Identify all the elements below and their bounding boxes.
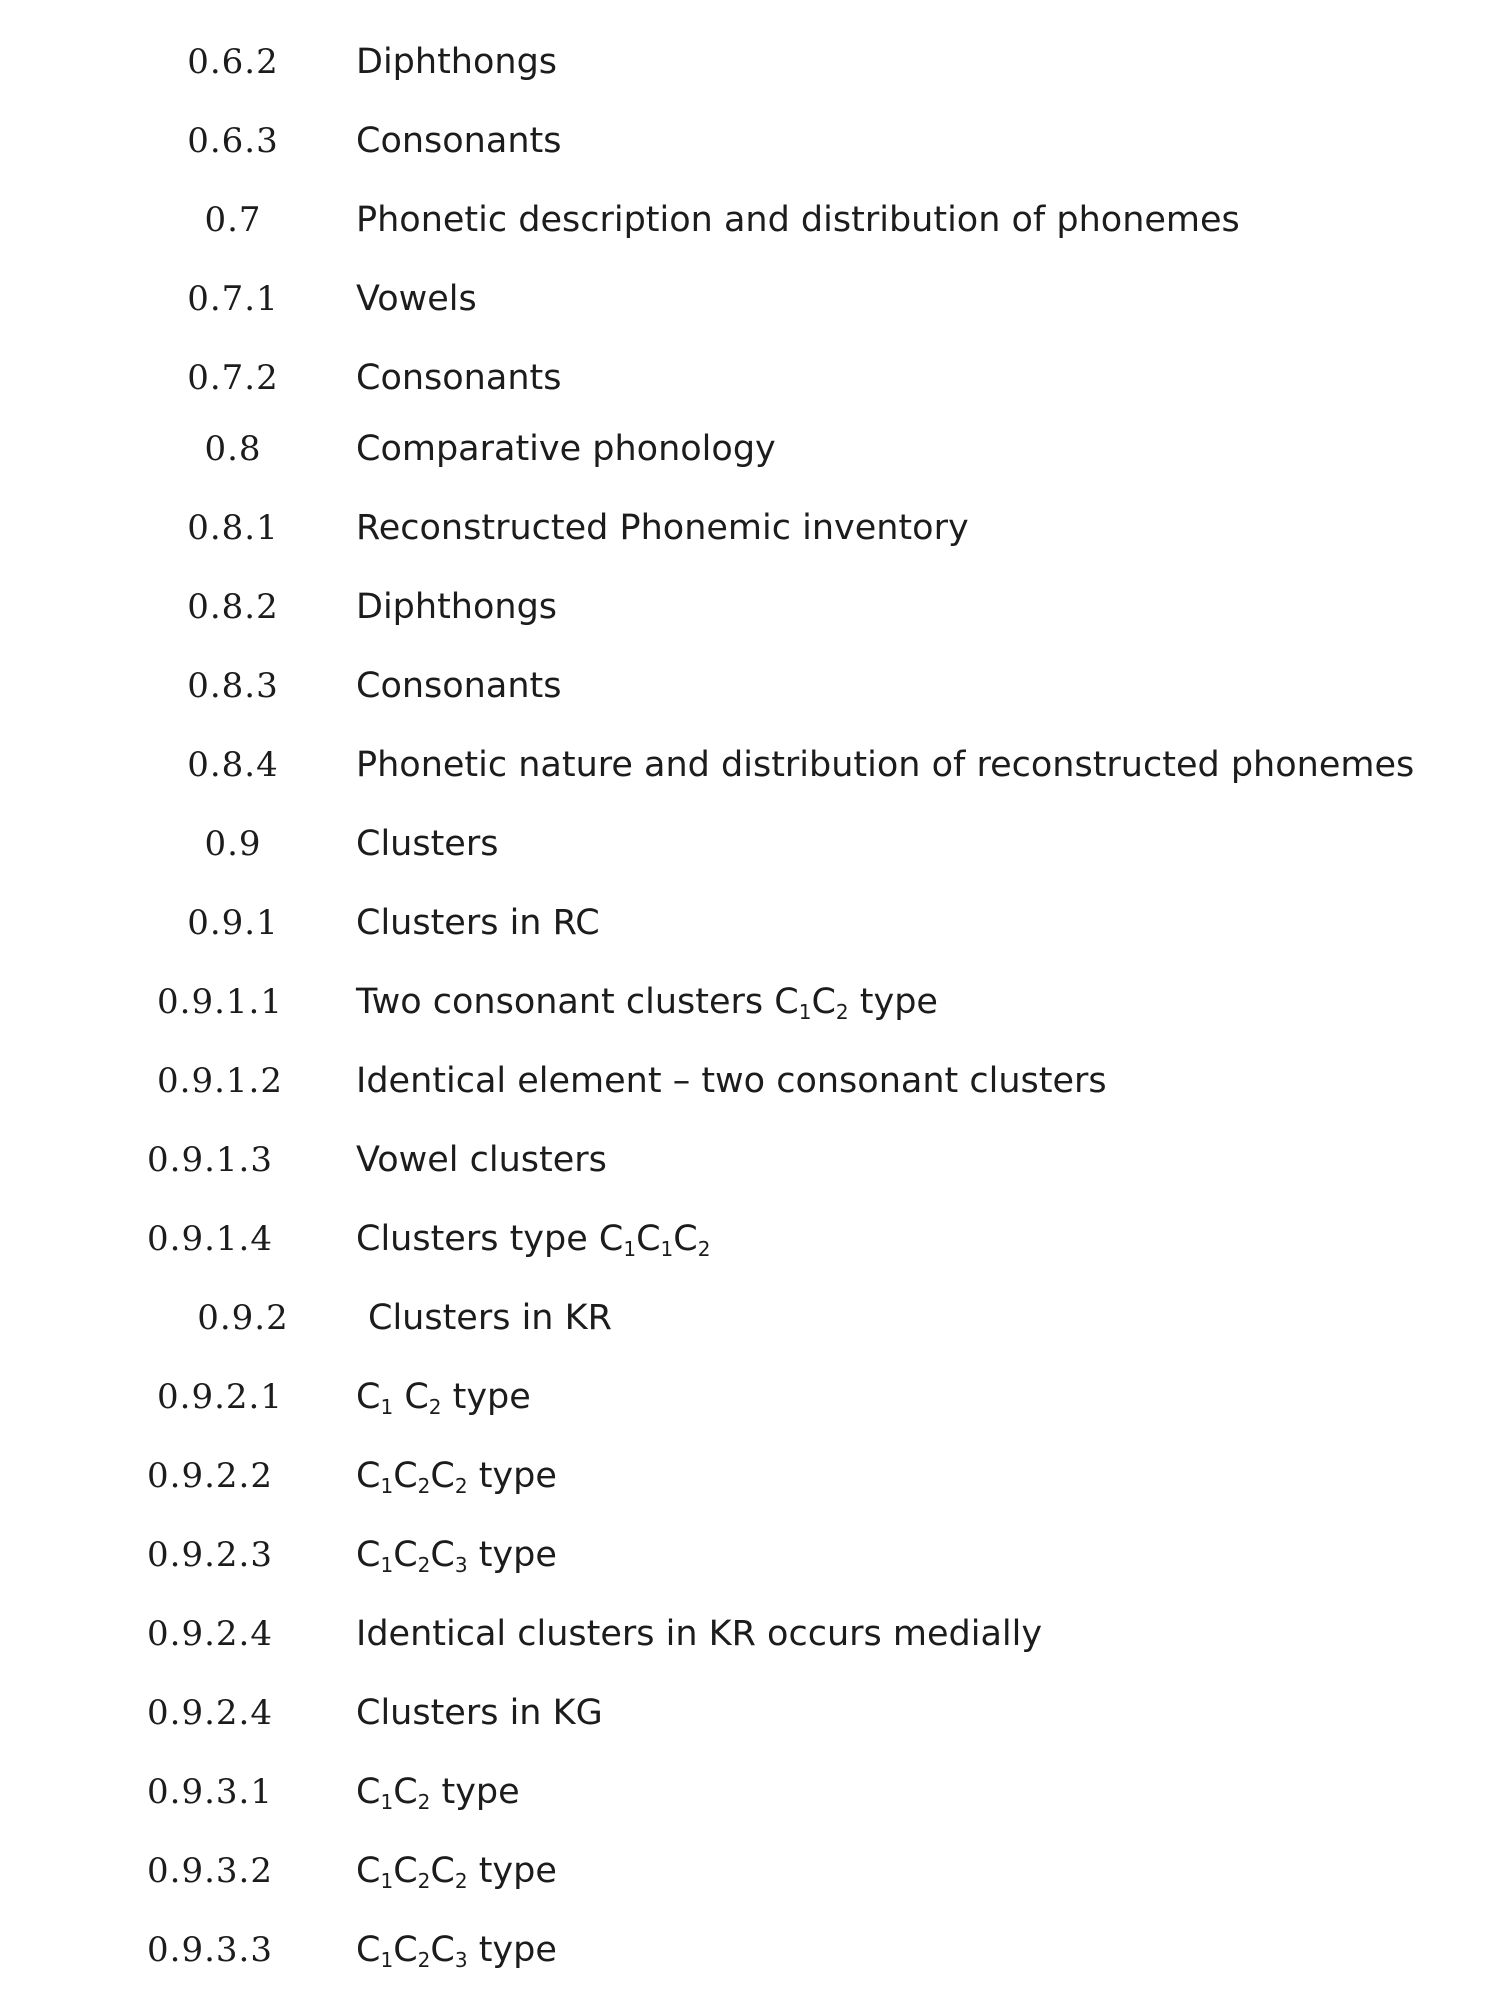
section-number: 0.9.2.4 (147, 1693, 273, 1733)
toc-entry (0, 1841, 1500, 1901)
section-title: $C_1C_2$ type (356, 1772, 520, 1814)
section-title: Clusters in KR (368, 1298, 612, 1338)
toc-entry (0, 1130, 1500, 1190)
toc-entry (0, 814, 1500, 874)
section-title: Vowels (356, 279, 477, 319)
section-number: 0.9.3.3 (147, 1930, 273, 1970)
subscript: 3 (454, 1553, 468, 1577)
subscript: 1 (380, 1790, 394, 1814)
section-number: 0.8.4 (187, 745, 279, 785)
section-title: Phonetic nature and distribution of reconstructed phonemes (356, 745, 1415, 785)
subscript: 3 (454, 1948, 468, 1972)
subscript: 2 (417, 1790, 431, 1814)
subscript: 2 (454, 1474, 468, 1498)
toc-entry (0, 972, 1500, 1032)
section-number: 0.9.2.3 (147, 1535, 273, 1575)
section-title: $C_1$ $C_2$ type (356, 1377, 531, 1419)
toc-entry (0, 1683, 1500, 1743)
subscript: 2 (835, 1000, 849, 1024)
toc-entry (0, 498, 1500, 558)
toc-entry (0, 577, 1500, 637)
toc-entry (0, 1525, 1500, 1585)
section-number: 0.9 (204, 824, 262, 864)
section-number: 0.8.3 (187, 666, 279, 706)
section-title: Clusters in RC (356, 903, 600, 943)
subscript: 1 (380, 1869, 394, 1893)
toc-entry (0, 190, 1500, 250)
section-title: $C_1C_2C_3$ type (356, 1930, 557, 1972)
subscript: 1 (623, 1237, 637, 1261)
section-title: Comparative phonology (356, 429, 776, 469)
subscript: 2 (428, 1395, 442, 1419)
toc-entry (0, 1604, 1500, 1664)
toc-entry (0, 1762, 1500, 1822)
section-title: Consonants (356, 121, 562, 161)
toc-entry (0, 1446, 1500, 1506)
subscript: 2 (417, 1553, 431, 1577)
toc-entry (0, 656, 1500, 716)
section-number: 0.7.1 (187, 279, 279, 319)
subscript: 2 (697, 1237, 711, 1261)
section-number: 0.9.1 (187, 903, 279, 943)
section-number: 0.9.3.1 (147, 1772, 273, 1812)
section-number: 0.9.1.4 (147, 1219, 273, 1259)
section-number: 0.8.1 (187, 508, 279, 548)
toc-entry (0, 893, 1500, 953)
section-title: Reconstructed Phonemic inventory (356, 508, 969, 548)
subscript: 1 (380, 1553, 394, 1577)
section-number: 0.7.2 (187, 358, 279, 398)
section-number: 0.9.2.2 (147, 1456, 273, 1496)
subscript: 2 (417, 1869, 431, 1893)
toc-entry (0, 735, 1500, 795)
section-title: Vowel clusters (356, 1140, 607, 1180)
section-number: 0.9.1.1 (157, 982, 283, 1022)
subscript: 1 (660, 1237, 674, 1261)
section-title: Two consonant clusters $C_1C_2$ type (356, 982, 938, 1024)
subscript: 1 (798, 1000, 812, 1024)
subscript: 2 (454, 1869, 468, 1893)
toc-entry (0, 348, 1500, 408)
section-title: Clusters in KG (356, 1693, 603, 1733)
section-title: $C_1C_2C_2$ type (356, 1851, 557, 1893)
section-number: 0.9.1.2 (157, 1061, 283, 1101)
subscript: 1 (380, 1948, 394, 1972)
section-number: 0.9.3.2 (147, 1851, 273, 1891)
subscript: 1 (380, 1474, 394, 1498)
section-title: Diphthongs (356, 42, 558, 82)
section-title: Clusters type $C_1C_1C_2$ (356, 1219, 711, 1261)
section-title: Identical clusters in KR occurs medially (356, 1614, 1043, 1654)
section-title: Clusters (356, 824, 499, 864)
subscript: 1 (380, 1395, 394, 1419)
section-title: Diphthongs (356, 587, 558, 627)
section-number: 0.8.2 (187, 587, 279, 627)
toc-entry (0, 1367, 1500, 1427)
section-title: $C_1C_2C_3$ type (356, 1535, 557, 1577)
section-title: Consonants (356, 358, 562, 398)
subscript: 2 (417, 1948, 431, 1972)
toc-entry (0, 1051, 1500, 1111)
toc-entry (0, 1288, 1500, 1348)
section-number: 0.9.2 (197, 1298, 289, 1338)
toc-entry (0, 269, 1500, 329)
section-title: Identical element – two consonant clusters (356, 1061, 1107, 1101)
toc-entry (0, 32, 1500, 92)
section-title: Phonetic description and distribution of phonemes (356, 200, 1240, 240)
section-number: 0.6.3 (187, 121, 279, 161)
section-number: 0.7 (204, 200, 262, 240)
section-number: 0.9.1.3 (147, 1140, 273, 1180)
toc-entry (0, 419, 1500, 479)
section-title: $C_1C_2C_2$ type (356, 1456, 557, 1498)
section-number: 0.8 (204, 429, 262, 469)
toc-entry (0, 111, 1500, 171)
section-number: 0.9.2.4 (147, 1614, 273, 1654)
subscript: 2 (417, 1474, 431, 1498)
toc-entry (0, 1209, 1500, 1269)
toc-entry (0, 1920, 1500, 1980)
section-number: 0.9.2.1 (157, 1377, 283, 1417)
section-number: 0.6.2 (187, 42, 279, 82)
section-title: Consonants (356, 666, 562, 706)
